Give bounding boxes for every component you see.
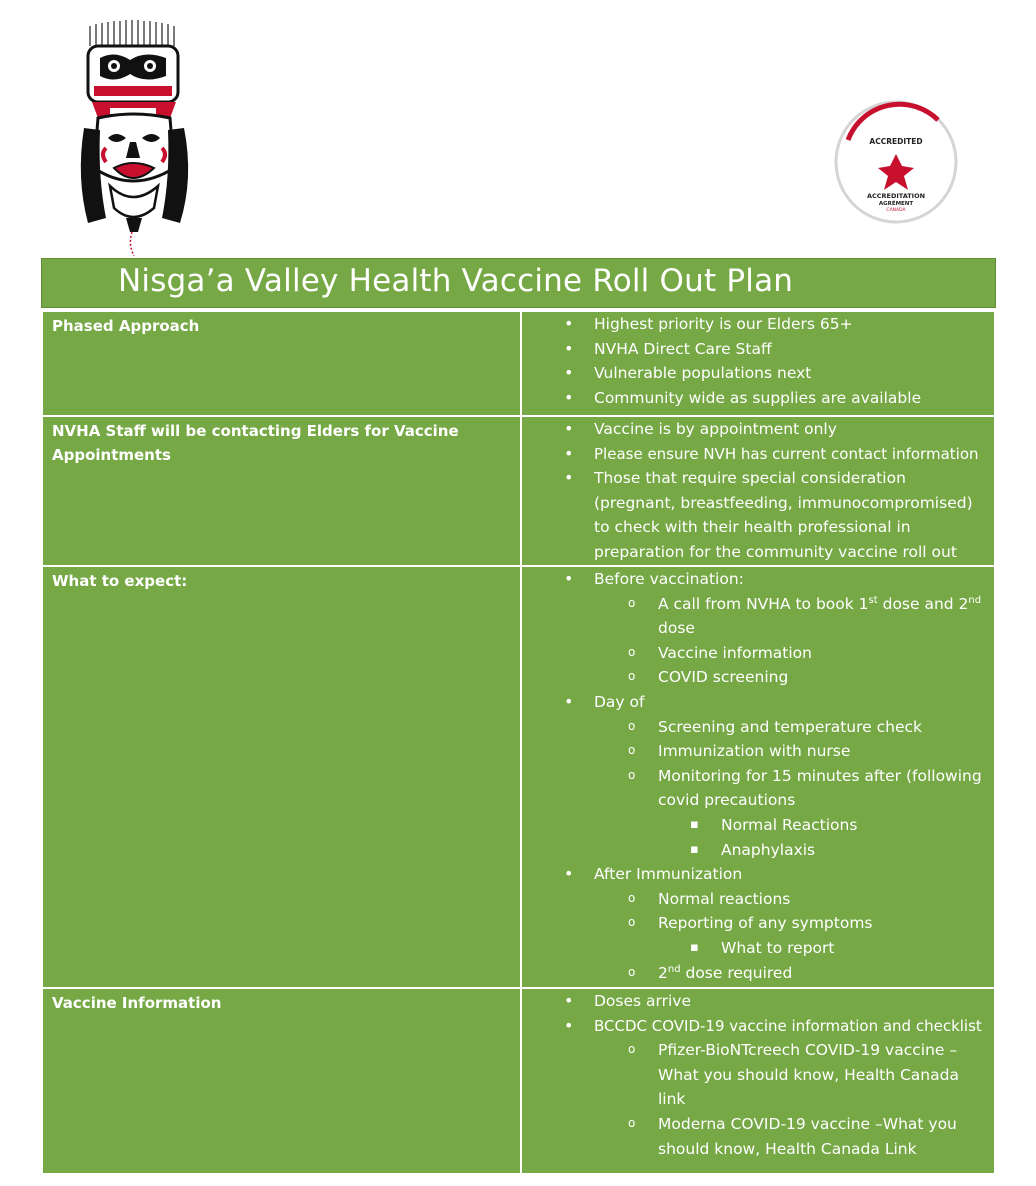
list-item: • Please ensure NVH has current contact information — [522, 442, 994, 467]
section-label-cell — [42, 566, 521, 988]
section-label: NVHA Staff will be contacting Elders for Vaccine Appointments — [52, 422, 459, 464]
section-label: What to expect: — [52, 572, 188, 590]
badge-name-line2: AGRÉMENT — [878, 201, 914, 207]
list-item: • Highest priority is our Elders 65+ — [522, 312, 994, 337]
list-item: • NVHA Direct Care Staff — [522, 337, 994, 362]
sub-sub-list-item: ▪ Anaphylaxis — [522, 838, 994, 863]
section-content-cell — [521, 416, 995, 566]
section-label: Phased Approach — [52, 317, 200, 335]
sub-list-item: o Monitoring for 15 minutes after (following covid precautions — [522, 764, 994, 813]
list-item: • Vaccine is by appointment only — [522, 417, 994, 442]
list-item: • BCCDC COVID-19 vaccine information and checklist — [522, 1014, 994, 1039]
sub-sub-list-item: ▪ Normal Reactions — [522, 813, 994, 838]
bullet-list — [522, 312, 994, 410]
vaccine-plan-table — [41, 310, 996, 1175]
section-label-cell — [42, 416, 521, 566]
section-content-cell — [521, 311, 995, 416]
sub-list-item: o COVID screening — [522, 665, 994, 690]
badge-accredited-text: ACCREDITED — [869, 137, 923, 146]
badge-name-line3: CANADA — [886, 208, 906, 213]
table-row — [42, 988, 995, 1174]
table-row — [42, 566, 995, 988]
section-content-cell — [521, 566, 995, 988]
sub-list-item: o Moderna COVID-19 vaccine –What you should know, Health Canada Link — [522, 1112, 994, 1161]
sub-list-item: o Screening and temperature check — [522, 715, 994, 740]
nisgaa-totem-mask-icon — [70, 18, 198, 258]
list-item: • Community wide as supplies are available — [522, 386, 994, 411]
list-item: • Doses arrive — [522, 989, 994, 1014]
page-title: Nisga’a Valley Health Vaccine Roll Out Plan — [118, 263, 794, 299]
sub-list-item: o Vaccine information — [522, 641, 994, 666]
bullet-list — [522, 567, 994, 985]
bullet-list — [522, 989, 994, 1161]
sub-list-item: o Pfizer-BioNTcreech COVID-19 vaccine – What you should know, Health Canada link — [522, 1038, 994, 1112]
list-item: • Vulnerable populations next — [522, 361, 994, 386]
accreditation-canada-badge — [834, 100, 958, 224]
list-item: • Those that require special consideration (pregnant, breastfeeding, immunocompromised) to check with their health professional in preparation for the community vaccine roll out — [522, 466, 994, 564]
title-bar — [41, 258, 996, 308]
list-item: • Day of — [522, 690, 994, 715]
list-item: • Before vaccination: — [522, 567, 994, 592]
bullet-list — [522, 417, 994, 565]
section-label-cell — [42, 311, 521, 416]
section-content-cell — [521, 988, 995, 1174]
sub-list-item: o A call from NVHA to book 1st dose and 2nd dose — [522, 592, 994, 641]
badge-name-line1: ACCREDITATION — [866, 192, 926, 200]
sub-sub-list-item: ▪ What to report — [522, 936, 994, 961]
sub-list-item: o Normal reactions — [522, 887, 994, 912]
section-label: Vaccine Information — [52, 994, 222, 1012]
section-label-cell — [42, 988, 521, 1174]
table-row — [42, 416, 995, 566]
list-item: • After Immunization — [522, 862, 994, 887]
sub-list-item: o Immunization with nurse — [522, 739, 994, 764]
sub-list-item: o Reporting of any symptoms — [522, 911, 994, 936]
sub-list-item: o 2nd dose required — [522, 961, 994, 986]
table-row — [42, 311, 995, 416]
